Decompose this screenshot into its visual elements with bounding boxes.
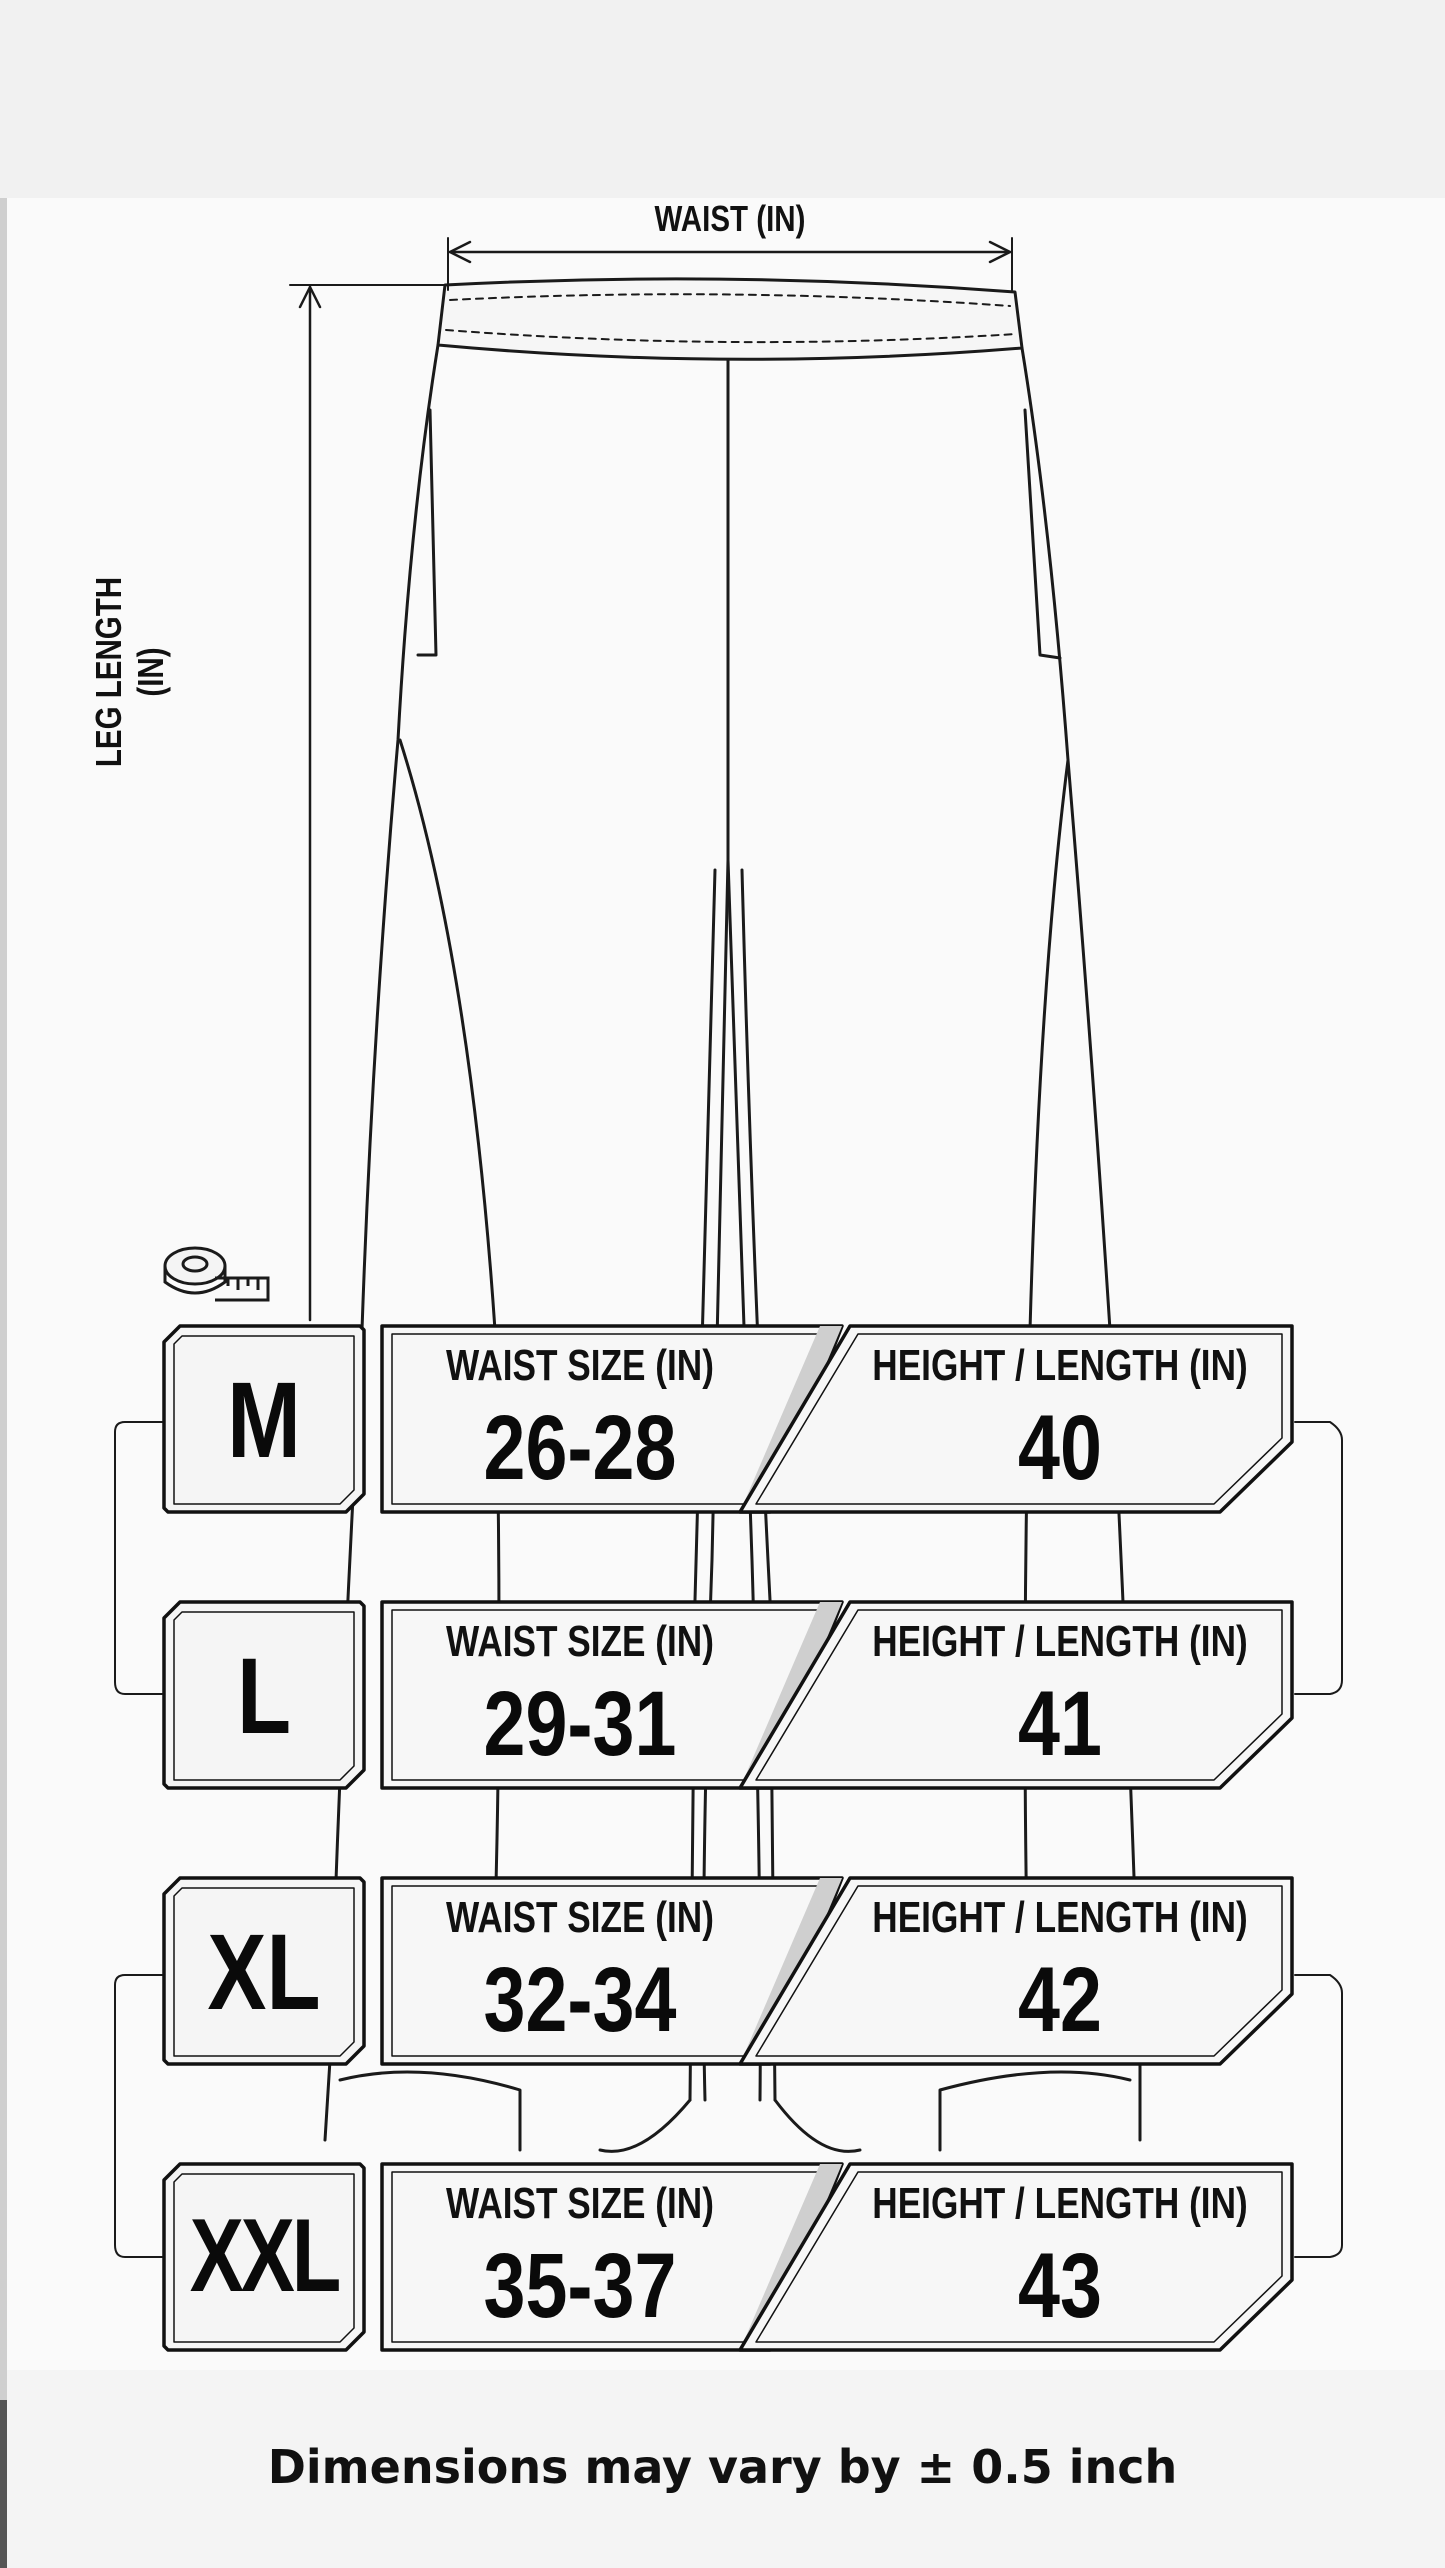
waist-size-value: 35-37 [483,2235,677,2337]
size-label: M [227,1359,301,1480]
size-label: XL [207,1911,321,2032]
measuring-tape-icon [160,1238,275,1308]
size-row-xxl [0,2160,1445,2356]
size-label: XXL [189,2198,339,2314]
height-length-caption: HEIGHT / LENGTH (IN) [872,2179,1248,2228]
height-length-caption: HEIGHT / LENGTH (IN) [872,1617,1248,1666]
leg-length-dimension-label: LEG LENGTH (IN) [88,576,171,768]
waist-size-caption: WAIST SIZE (IN) [446,1617,714,1666]
height-length-value: 43 [1018,2235,1102,2337]
size-row-xl [0,1874,1445,2070]
waist-size-value: 26-28 [483,1397,677,1499]
waist-size-value: 32-34 [483,1949,677,2051]
size-label: L [236,1635,292,1756]
size-row-m [0,1322,1445,1518]
height-length-value: 40 [1018,1397,1102,1499]
size-row-l [0,1598,1445,1794]
height-length-value: 41 [1018,1673,1102,1775]
waist-size-caption: WAIST SIZE (IN) [446,1893,714,1942]
height-length-value: 42 [1018,1949,1102,2051]
height-length-caption: HEIGHT / LENGTH (IN) [872,1341,1248,1390]
waist-size-value: 29-31 [483,1673,677,1775]
dimensions-tolerance-note: Dimensions may vary by ± 0.5 inch [267,2440,1178,2494]
height-length-caption: HEIGHT / LENGTH (IN) [872,1893,1248,1942]
waist-dimension-label: WAIST (IN) [654,198,806,239]
waist-size-caption: WAIST SIZE (IN) [446,1341,714,1390]
waist-size-caption: WAIST SIZE (IN) [446,2179,714,2228]
